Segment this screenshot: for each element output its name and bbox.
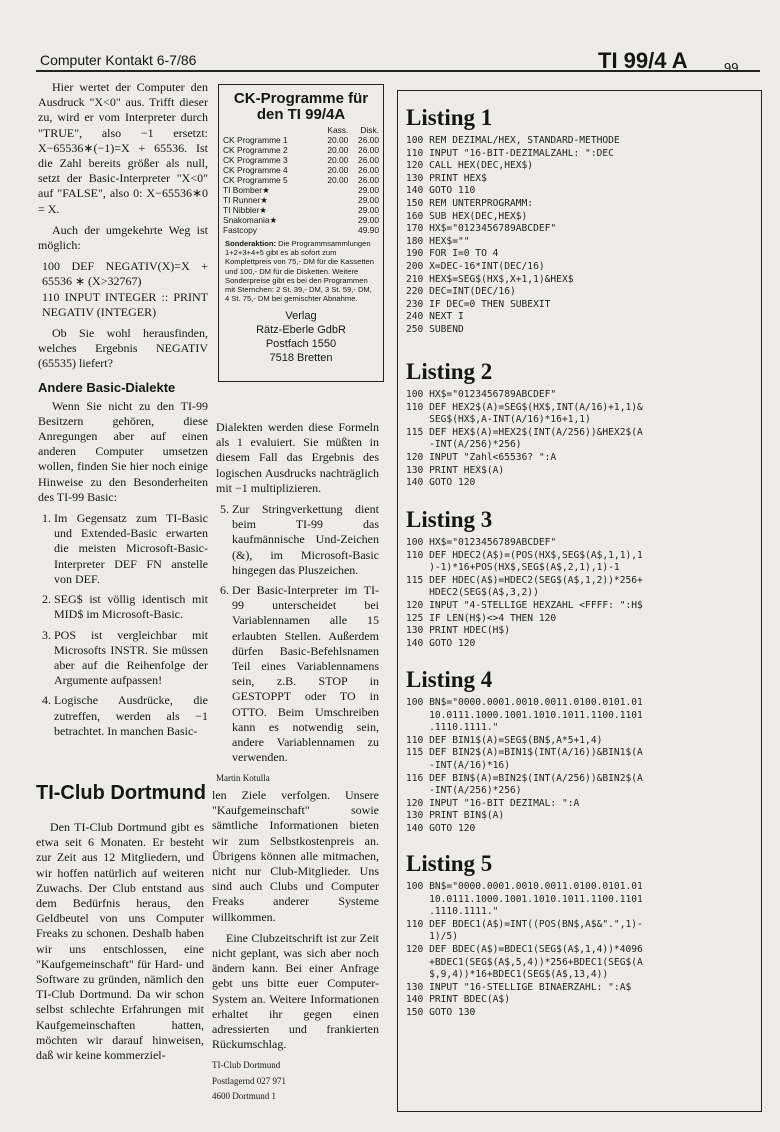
- club-address: [212, 1058, 379, 1104]
- paragraph: Dialekten werden diese Formeln als 1 evaluiert. Sie müßten in diesem Fall das Ergebnis des logischen Ausdrucks nachträglich mit −1 multiplizieren.: [216, 420, 379, 495]
- row-kass: 20.00: [327, 175, 349, 185]
- address-line: 7518 Bretten: [269, 352, 333, 365]
- listing-code: 100 HX$="0123456789ABCDEF" 110 DEF HEX2$(A)=SEG$(HX$,INT(A/16)+1,1)& SEG$(HX$,A-INT(A/16)*16+1,1) 115 DEF HEX$(A)=HEX2$(INT(A/256))&HEX2$(A -INT(A/256)*256) 120 INPUT "Zahl<65536? ":A 130 PRINT HEX$(A) 140 GOTO 120: [406, 389, 643, 489]
- hint-list-continued: [216, 502, 379, 765]
- listing-5: [406, 851, 643, 1020]
- article-column-1: [38, 80, 208, 744]
- listing-title: Listing 5: [406, 851, 493, 876]
- listings-box: [397, 90, 762, 1112]
- row-name: TI Bomber★: [223, 185, 270, 195]
- row-disk: 26.00: [358, 155, 379, 165]
- price-table: [223, 125, 379, 235]
- listing-2: [406, 359, 643, 490]
- row-kass: 20.00: [327, 165, 349, 175]
- row-disk: 49.90: [358, 225, 379, 235]
- section-heading: Andere Basic-Dialekte: [38, 379, 176, 395]
- listing-3: [406, 507, 643, 650]
- row-disk: 26.00: [358, 145, 379, 155]
- row-name: TI Runner★: [223, 195, 268, 205]
- special-offer-note: [225, 239, 377, 303]
- publisher-address: [219, 309, 383, 365]
- paragraph: Auch der umgekehrte Weg ist möglich:: [38, 222, 208, 253]
- row-name: Snakomania★: [223, 215, 278, 225]
- list-item: 2. SEG$ ist völlig identisch mit MID$ im Microsoft-Basic.: [54, 592, 208, 622]
- hint-list: [38, 511, 208, 739]
- row-name: CK Programme 3: [223, 155, 288, 165]
- listing-code: 100 BN$="0000.0001.0010.0011.0100.0101.01 10.0111.1000.1001.1010.1011.1100.1101 .1110.1111." 110 DEF BDEC1(A$)=INT((POS(BN$,A$&".",1)- 1)/5) 120 DEF BDEC(A$)=BDEC1(SEG$(A$,1,4))*4096 +BDEC1(SEG$(A$,5,4))*256+BDEC1(SEG$(A $,9,4))*16+BDEC1(SEG$(A$,13,4)) 130 INPUT "16-STELLIGE BINAERZAHL: ":A$ 140 PRINT BDEC(A$) 150 GOTO 130: [406, 881, 643, 1018]
- row-kass: [318, 225, 349, 235]
- program-price-box: [218, 84, 384, 382]
- code-line: 100 DEF NEGATIV(X)=X + 65536 ∗ (X>32767): [42, 259, 208, 289]
- address-line: Verlag: [285, 310, 317, 323]
- row-kass: [318, 185, 349, 195]
- article-column-2: [216, 420, 379, 787]
- list-item: 1. Im Gegensatz zum TI-Basic und Extended-Basic erwarten die meisten Microsoft-Basic-Interpreter DEF FN anstelle von DEF.: [54, 511, 208, 587]
- listing-code: 100 BN$="0000.0001.0010.0011.0100.0101.01 10.0111.1000.1001.1010.1011.1100.1101 .1110.1111." 110 DEF BIN1$(A)=SEG$(BN$,A*5+1,4) 115 DEF BIN2$(A)=BIN1$(INT(A/16))&BIN1$(A -INT(A/16)*16) 116 DEF BIN$(A)=BIN2$(INT(A/256))&BIN2$(A -INT(A/256)*256) 120 INPUT "16-BIT DEZIMAL: ":A 130 PRINT BIN$(A) 140 GOTO 120: [406, 697, 643, 834]
- listing-code: 100 HX$="0123456789ABCDEF" 110 DEF HDEC2(A$)=(POS(HX$,SEG$(A$,1,1),1 )-1)*16+POS(HX$,SEG$(A$,2,1),1)-1 115 DEF HDEC(A$)=HDEC2(SEG$(A$,1,2))*256+ HDEC2(SEG$(A$,3,2)) 120 INPUT "4-STELLIGE HEXZAHL <FFFF: ":H$ 125 IF LEN(H$)<>4 THEN 120 130 PRINT HDEC(H$) 140 GOTO 120: [406, 537, 643, 649]
- list-item: 5. Zur Stringverkettung dient beim TI-99 das kaufmännische Und-Zeichen (&), im Microsoft-Basic hingegen das Pluszeichen.: [232, 502, 379, 578]
- row-kass: [318, 215, 349, 225]
- code-line: 110 INPUT INTEGER :: PRINT NEGATIV (INTEGER): [42, 289, 208, 319]
- row-disk: 26.00: [358, 135, 379, 145]
- address-line: Postfach 1550: [265, 338, 337, 351]
- list-item: 3. POS ist vergleichbar mit Microsofts INSTR. Sie müssen aber auf die Reihenfolge der Argumente aufpassen!: [54, 628, 208, 689]
- list-item: 6. Der Basic-Interpreter im TI-99 unterscheidet bei Variablennamen alle 15 erlaubten Stellen. Außerdem dürfen Basic-Befehlsnamen Teil eines Variablennamens sein, z.B. STOP in GESTOPPT oder TO in OTTO. Beim Umschreiben kann es notwendig sein, andere Variablennamen zu verwenden.: [232, 583, 379, 765]
- row-kass: 20.00: [327, 135, 349, 145]
- table-row: [223, 145, 379, 155]
- table-row: [223, 215, 379, 225]
- paragraph: len Ziele verfolgen. Unsere "Kaufgemeinschaft" sowie sämtliche Informationen bieten wir zum Selbstkostenpreis an. Übrigens können alle mitmachen, nicht nur Club-Mitglieder. Uns sind auch Clubs und Computer Freaks anderer Systeme willkommen.: [212, 788, 379, 924]
- row-name: CK Programme 5: [223, 175, 288, 185]
- table-row: [223, 225, 379, 235]
- paragraph: Ob Sie wohl herausfinden, welches Ergebnis NEGATIV (65535) liefert?: [38, 326, 208, 371]
- note-label: Sonderaktion:: [225, 239, 277, 248]
- listing-1: [406, 105, 620, 337]
- author-signature: Martin Kotulla: [216, 773, 270, 784]
- row-disk: 26.00: [358, 165, 379, 175]
- paragraph: Eine Clubzeitschrift ist zur Zeit nicht geplant, was sich aber noch ändern kann. Bei einer Anfrage gebt uns bitte euer Computer-System an. Weitere Informationen erhaltet ihr gegen einen adressierten und frankierten Rückumschlag.: [212, 930, 379, 1052]
- paragraph: Den TI-Club Dortmund gibt es etwa seit 6 Monaten. Er besteht zur Zeit aus 12 Mitgliedern, und wir hoffen natürlich auf weiteren Zuwachs. Der Club entstand aus dem Bedürfnis heraus, den Geldbeutel von uns Computer Freaks zu schonen. Deshalb haben wir uns entschlossen, eine "Kaufgemeinschaft" für Hard- und Software zu gründen, nämlich den TI-Club Dortmund. Da wir schon selbst schlechte Erfahrungen mit Kaufgemeinschaften hatten, möchten wir darauf hinweisen, daß wir keine kommerziel-: [36, 820, 204, 1063]
- address-line: Rätz-Eberle GdbR: [256, 324, 346, 337]
- table-row: [223, 205, 379, 215]
- box-title-line: den TI 99/4A: [256, 106, 346, 123]
- table-row: [223, 165, 379, 175]
- inline-code: [38, 259, 208, 320]
- club-column-1: [36, 820, 204, 1069]
- address-line: Postlagernd 027 971: [212, 1075, 286, 1086]
- row-disk: 29.00: [358, 205, 379, 215]
- column-header-disk: Disk.: [360, 125, 379, 135]
- note-text: Die Programmsammlungen 1+2+3+4+5 gibt es ab sofort zum Komplettpreis von 75,- DM für die Kassetten und 100,- DM für die Disketten. Weitere Sonderpreise gibt es bei den Programmen mit Sternchen: 2 St. 39,- DM, 3 St. 59,- DM, 4 St. 75,- DM bei gemischter Abnahme.: [225, 239, 374, 304]
- listing-title: Listing 1: [406, 105, 493, 130]
- club-column-2: [212, 788, 379, 1104]
- listing-title: Listing 2: [406, 359, 493, 384]
- row-kass: [318, 205, 349, 215]
- table-row: [223, 155, 379, 165]
- club-heading: TI-Club Dortmund: [36, 782, 206, 804]
- box-title-line: CK-Programme für: [233, 90, 369, 107]
- table-row: [223, 185, 379, 195]
- column-header-kass: Kass.: [327, 125, 349, 135]
- row-name: Fastcopy: [223, 225, 257, 235]
- row-kass: 20.00: [327, 145, 349, 155]
- listing-code: 100 REM DEZIMAL/HEX, STANDARD-METHODE 110 INPUT "16-BIT-DEZIMALZAHL: ":DEC 120 CALL HEX(DEC,HEX$) 130 PRINT HEX$ 140 GOTO 110 150 REM UNTERPROGRAMM: 160 SUB HEX(DEC,HEX$) 170 HX$="0123456789ABCDEF" 180 HEX$="" 190 FOR I=0 TO 4 200 X=DEC-16*INT(DEC/16) 210 HEX$=SEG$(HX$,X+1,1)&HEX$ 220 DEC=INT(DEC/16) 230 IF DEC=0 THEN SUBEXIT 240 NEXT I 250 SUBEND: [406, 135, 620, 335]
- list-item: 4. Logische Ausdrücke, die zutreffen, werden als −1 betrachtet. In manchen Basic-: [54, 693, 208, 739]
- row-name: TI Nibbler★: [223, 205, 267, 215]
- paragraph: Wenn Sie nicht zu den TI-99 Besitzern gehören, diese Anregungen aber auf einen anderen Computer umsetzen wollen, finden Sie hier noch einige Hinweise zu den Besonderheiten des TI-99 Basic:: [38, 398, 208, 504]
- address-line: 4600 Dortmund 1: [212, 1090, 276, 1101]
- table-row: [223, 135, 379, 145]
- box-title: [219, 91, 383, 123]
- row-disk: 29.00: [358, 195, 379, 205]
- page-number: 99: [724, 60, 739, 75]
- table-header: [223, 125, 379, 135]
- listing-title: Listing 3: [406, 507, 493, 532]
- row-name: CK Programme 4: [223, 165, 288, 175]
- row-disk: 29.00: [358, 185, 379, 195]
- row-name: CK Programme 1: [223, 135, 288, 145]
- row-kass: 20.00: [327, 155, 349, 165]
- row-disk: 26.00: [358, 175, 379, 185]
- header-rule: [36, 70, 760, 72]
- section-title: TI 99/4 A: [598, 48, 688, 73]
- address-line: TI-Club Dortmund: [212, 1060, 281, 1071]
- table-row: [223, 195, 379, 205]
- listing-4: [406, 667, 643, 836]
- row-name: CK Programme 2: [223, 145, 288, 155]
- listing-title: Listing 4: [406, 667, 493, 692]
- paragraph: Hier wertet der Computer den Ausdruck "X<0" aus. Trifft dieser zu, wird er vom Interpreter durch "TRUE", also −1 ersetzt: X−65536∗(−1)=X + 65536. Ist die Zahl bereits größer als null, setzt der Basic-Interpreter "X<0" auf "FALSE", also 0: X−65536∗0 = X.: [38, 80, 208, 216]
- row-kass: [318, 195, 349, 205]
- row-disk: 29.00: [358, 215, 379, 225]
- magazine-header: Computer Kontakt 6-7/86: [40, 52, 197, 68]
- table-row: [223, 175, 379, 185]
